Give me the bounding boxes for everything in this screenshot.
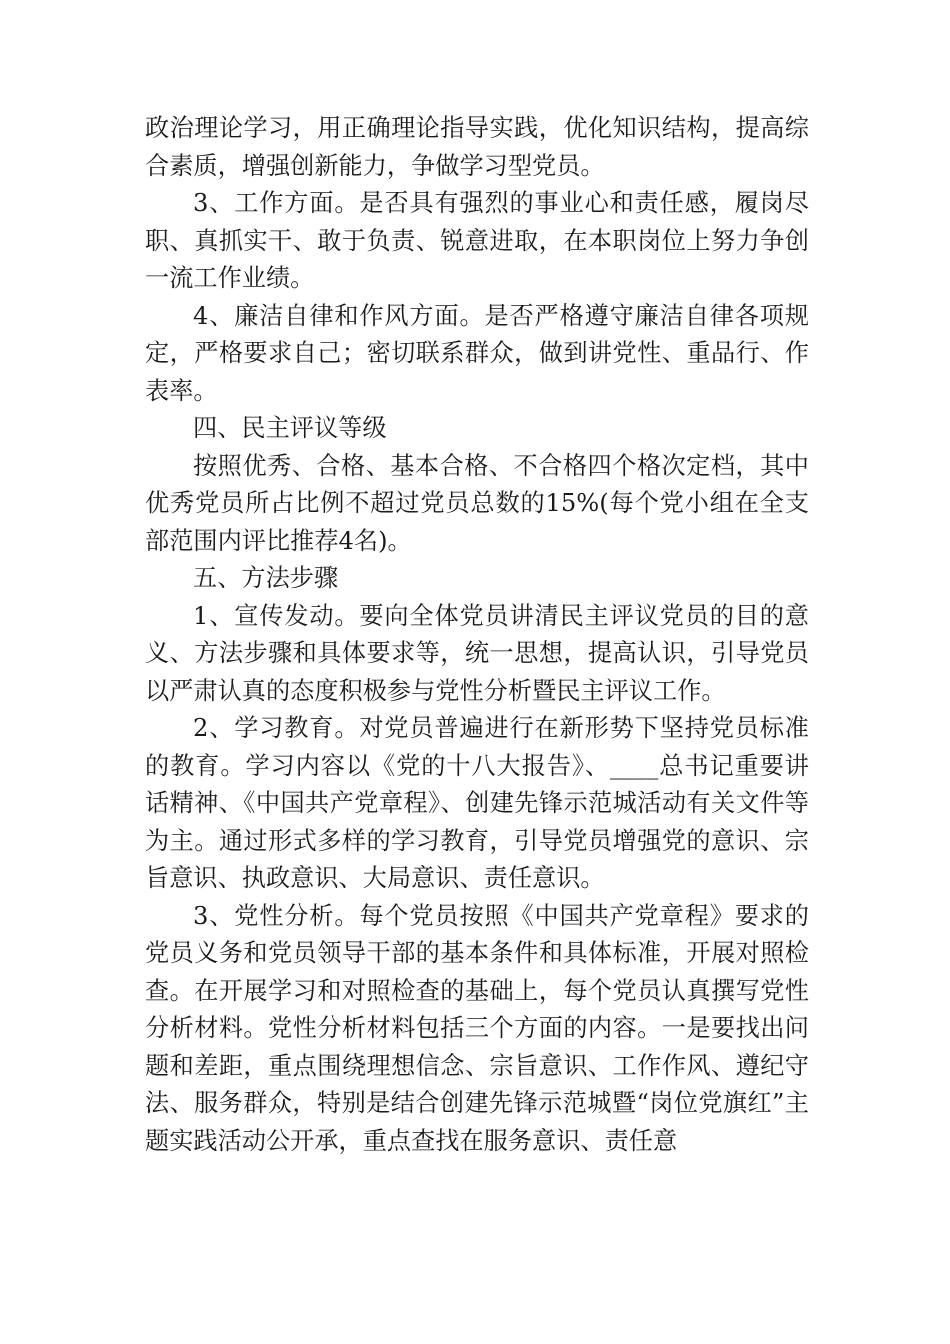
section-heading-rating-levels: 四、民主评议等级: [193, 414, 387, 442]
section-heading-method-steps: 五、方法步骤: [193, 564, 339, 592]
paragraph-party-analysis: 3、党性分析。每个党员按照《中国共产党章程》要求的党员义务和党员领导干部的基本条件和具体标准，开展对照检查。在开展学习和对照检查的基础上，每个党员认真撰写党性分析材料。党性分析材料包括三个方面的内容。一是要找出问题和差距，重点围绕理想信念、宗旨意识、工作作风、遵纪守法、服务群众，特别是结合创建先锋示范城暨“岗位党旗红”主题实践活动公开承，重点查找在服务意识、责任意: [145, 901, 809, 1155]
document-body: [145, 110, 809, 1160]
paragraph-integrity-aspect: 4、廉洁自律和作风方面。是否严格遵守廉洁自律各项规定，严格要求自己；密切联系群众，做到讲党性、重品行、作表率。: [145, 301, 809, 405]
paragraph-continuation: 政治理论学习，用正确理论指导实践，优化知识结构，提高综合素质，增强创新能力，争做学习型党员。: [145, 114, 809, 180]
paragraph-publicity: 1、宣传发动。要向全体党员讲清民主评议党员的目的意义、方法步骤和具体要求等，统一思想，提高认识，引导党员以严肃认真的态度积极参与党性分析暨民主评议工作。: [145, 601, 809, 705]
paragraph-rating-levels: 按照优秀、合格、基本合格、不合格四个格次定档，其中优秀党员所占比例不超过党员总数的15%(每个党小组在全支部范围内评比推荐4名)。: [145, 451, 809, 555]
paragraph-work-aspect: 3、工作方面。是否具有强烈的事业心和责任感，履岗尽职、真抓实干、敢于负责、锐意进取，在本职岗位上努力争创一流工作业绩。: [145, 189, 809, 292]
paragraph-study-education: 2、学习教育。对党员普遍进行在新形势下坚持党员标准的教育。学习内容以《党的十八大报告》、____总书记重要讲话精神、《中国共产党章程》、创建先锋示范城活动有关文件等为主。通过形式多样的学习教育，引导党员增强党的意识、宗旨意识、执政意识、大局意识、责任意识。: [145, 714, 809, 892]
